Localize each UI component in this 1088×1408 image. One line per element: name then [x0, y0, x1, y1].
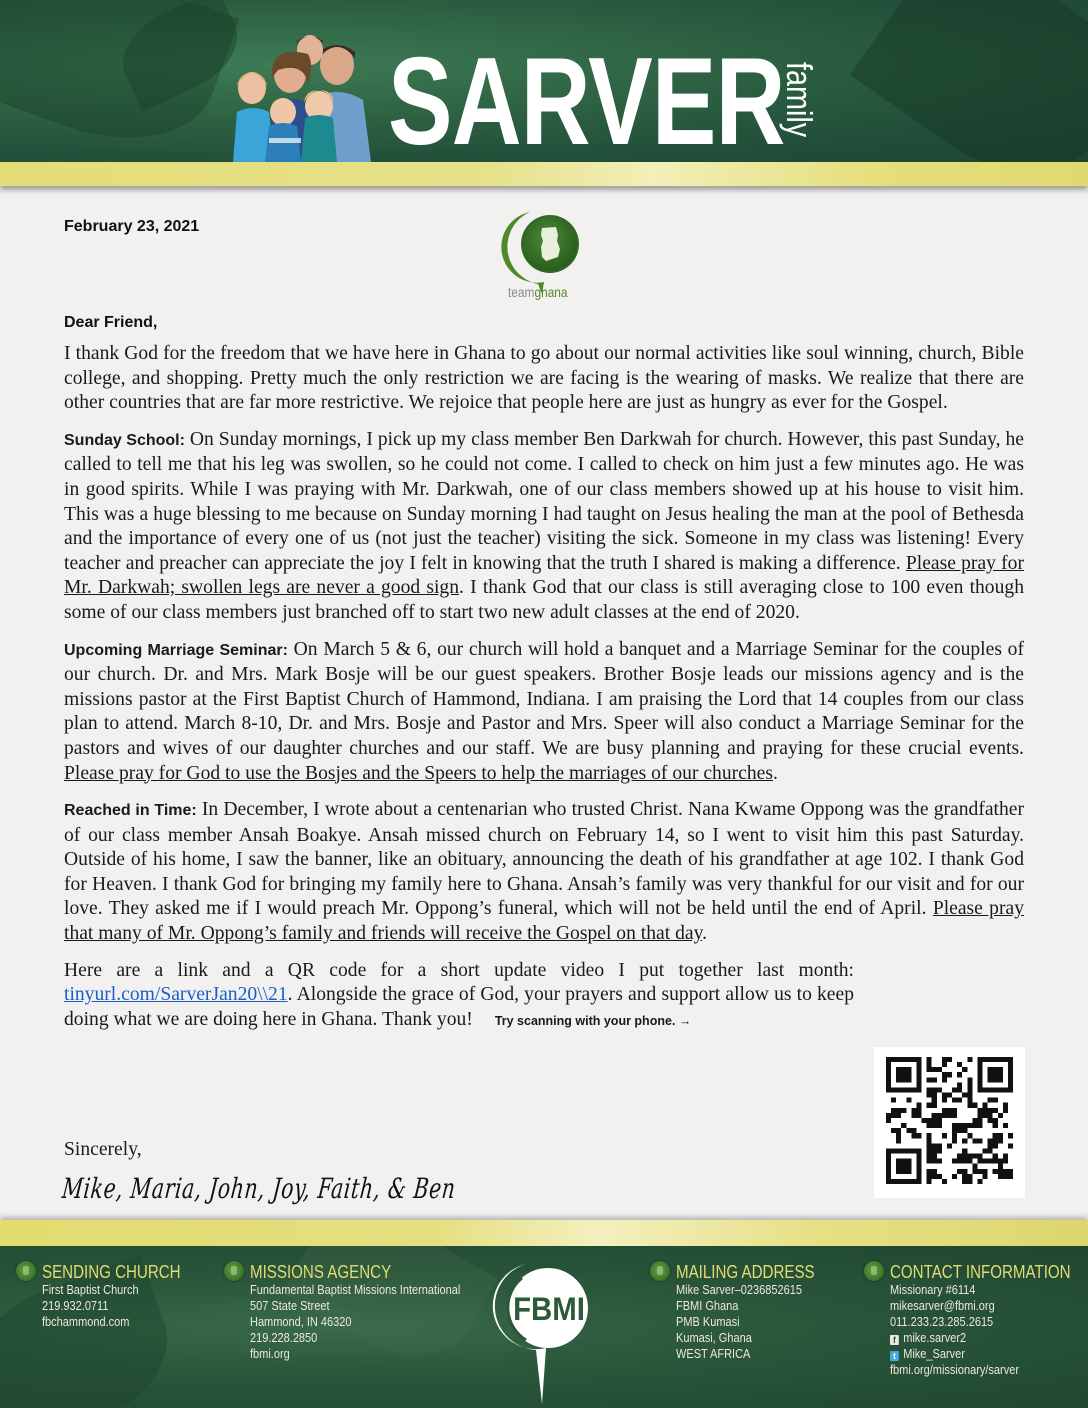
footer-line: 507 State Street: [250, 1299, 330, 1313]
location-pin-icon: [864, 1261, 884, 1281]
footer-twitter[interactable]: [890, 1346, 1079, 1362]
footer-email[interactable]: mikesarver@fbmi.org: [890, 1299, 995, 1313]
footer-line: Kumasi, Ghana: [676, 1331, 752, 1345]
prayer-request: Please pray for God to use the Bosjes and the Speers to help the marriages of our churches: [64, 762, 773, 784]
footer-line: Fundamental Baptist Missions International: [250, 1283, 461, 1297]
letter-date: February 23, 2021: [64, 218, 200, 235]
twitter-icon: t: [890, 1351, 899, 1361]
closing-paragraph: [64, 959, 854, 1034]
footer-mailing-address: [676, 1262, 841, 1362]
closing-text: Here are a link and a QR code for a short update video I put together last month:: [64, 959, 854, 981]
location-pin-icon: [16, 1261, 36, 1281]
footer-line: Mike Sarver–0236852615: [676, 1283, 802, 1297]
section-heading: Reached in Time:: [64, 802, 197, 820]
header-band: [0, 162, 1088, 186]
footer-website[interactable]: fbmi.org/missionary/sarver: [890, 1363, 1019, 1377]
video-link[interactable]: tinyurl.com/SarverJan20\\21: [64, 984, 288, 1006]
greeting: Dear Friend,: [64, 314, 158, 331]
footer-contact-information: [890, 1262, 1088, 1378]
ghana-word: ghana: [534, 284, 568, 300]
footer-heading: MISSIONS AGENCY: [250, 1262, 392, 1282]
ghana-map-icon: [541, 227, 560, 261]
fbmi-logo: [492, 1256, 592, 1406]
footer-line: First Baptist Church: [42, 1283, 139, 1297]
footer-line: PMB Kumasi: [676, 1315, 740, 1329]
footer-phone: 219.932.0711: [42, 1299, 109, 1313]
footer-missions-agency: [250, 1262, 489, 1362]
header-banner: [0, 0, 1088, 162]
location-pin-icon: [224, 1261, 244, 1281]
family-photo: [215, 30, 383, 162]
footer-phone: 219.228.2850: [250, 1331, 318, 1345]
facebook-handle: mike.sarver2: [903, 1331, 967, 1345]
section-marriage-seminar: [64, 638, 1024, 787]
section-text-after: .: [772, 762, 778, 784]
section-reached-in-time: [64, 798, 1024, 947]
qr-code[interactable]: [874, 1047, 1025, 1198]
signature: Mike, Maria, John, Joy, Faith, & Ben: [60, 1172, 458, 1205]
section-heading: Upcoming Marriage Seminar:: [64, 641, 288, 659]
twitter-handle: Mike_Sarver: [903, 1347, 965, 1361]
footer-heading: CONTACT INFORMATION: [890, 1262, 1071, 1282]
team-word: team: [508, 284, 535, 300]
closing-text-after: . Alongside the grace of God, your prayers and support allow us to keep doing what we are doing here in Ghana. Thank you!: [64, 984, 854, 1030]
footer-website[interactable]: fbmi.org: [250, 1347, 290, 1361]
prayer-request: Please pray for Mr. Darkwah; swollen legs are never a good sign: [64, 552, 1024, 599]
footer-phone: 011.233.23.285.2615: [890, 1315, 994, 1329]
footer-line: WEST AFRICA: [676, 1347, 751, 1361]
footer-sending-church: [42, 1262, 207, 1330]
footer-heading: SENDING CHURCH: [42, 1262, 181, 1282]
letter-content: [64, 342, 1024, 1045]
location-pin-icon: [650, 1261, 670, 1281]
qr-code-icon: [886, 1057, 1013, 1184]
footer-line: Missionary #6114: [890, 1283, 976, 1297]
section-heading: Sunday School:: [64, 431, 185, 449]
footer-facebook[interactable]: [890, 1330, 1079, 1346]
section-text-after: .: [702, 923, 708, 945]
section-sunday-school: [64, 428, 1024, 626]
prayer-request: Please pray that many of Mr. Oppong’s family and friends will receive the Gospel on that day: [64, 898, 1024, 945]
section-text: On March 5 & 6, our church will hold a banquet and a Marriage Seminar for the couples of our church. Dr. and Mrs. Mark Bosje will be our guest speakers. Brother Bosje leads our missions agency and is the missions pastor at the First Baptist Church of Hammond, Indiana. I am praising the Lord that 14 couples from our class plan to attend. March 8-10, Dr. and Mrs. Bosje and Pastor and Mrs. Speer will also conduct a Marriage Seminar for the pastors and wives of our daughter churches and our staff. We are busy planning and praying for these crucial events.: [64, 638, 1024, 759]
title-family-text: family: [779, 62, 820, 138]
footer-line: FBMI Ghana: [676, 1299, 739, 1313]
section-text-after: . I thank God that our class is still averaging close to 100 even though some of our class members just branched off to start two new adult classes at the end of 2020.: [64, 577, 1024, 623]
facebook-icon: f: [890, 1335, 899, 1345]
section-text: On Sunday mornings, I pick up my class member Ben Darkwah for church. However, this past Sunday, he called to tell me that his leg was swollen, so he could not come. I called to check on him just a few minutes ago. He was in good spirits. While I was praying with Mr. Darkwah, one of our class members showed up at his house to visit him. This was a huge blessing to me because on Sunday morning I had taught on Jesus healing the man at the pool of Bethesda and the importance of every one of us (not just the teacher) visiting the sick. Someone in my class was listening! Every teacher and preacher can appreciate the joy I felt in knowing that the truth I shared is making a difference.: [64, 428, 1024, 574]
footer-heading: MAILING ADDRESS: [676, 1262, 815, 1282]
scan-note: Try scanning with your phone. →: [494, 1013, 692, 1028]
team-ghana-wordmark: [508, 284, 568, 300]
title-sarver: SARVER: [388, 33, 785, 162]
fbmi-logo-text: FBMI: [513, 1290, 586, 1328]
footer: [0, 1246, 1088, 1408]
sign-off: Sincerely,: [64, 1139, 142, 1160]
title-family: [780, 62, 820, 162]
footer-line: Hammond, IN 46320: [250, 1315, 352, 1329]
footer-website[interactable]: fbchammond.com: [42, 1315, 130, 1329]
footer-band: [0, 1220, 1088, 1246]
section-text: In December, I wrote about a centenarian who trusted Christ. Nana Kwame Oppong was the grandfather of our class member Ansah Boakye. Ansah missed church on February 14, so I went to visit him this past Saturday. Outside of his home, I saw the banner, like an obituary, announcing the death of his grandfather at age 102. I thank God for Heaven. I thank God for bringing my family here to Ghana. Ansah’s family was very thankful for our visit and for our love. They asked me if I would preach Mr. Oppong’s funeral, which will not be held until the end of April.: [64, 799, 1025, 920]
leaf-decoration: [850, 0, 1088, 162]
intro-paragraph: I thank God for the freedom that we have here in Ghana to go about our normal activities like soul winning, church, Bible college, and shopping. Pretty much the only restriction we are facing is the wearing of masks. We realize that there are other countries that are far more restrictive. We rejoice that people here are just as hungry as ever for the Gospel.: [64, 343, 1024, 414]
